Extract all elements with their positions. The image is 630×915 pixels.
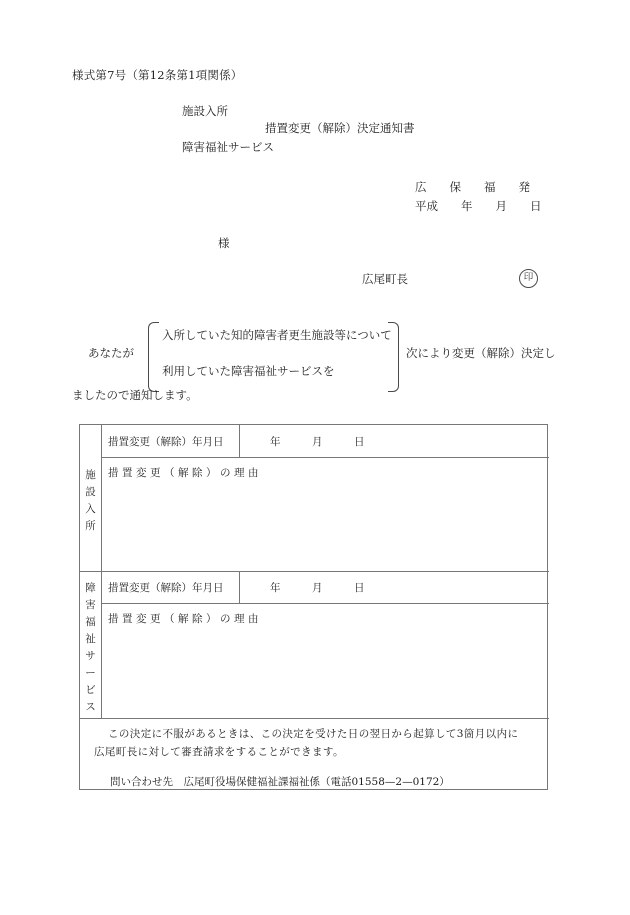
document-number-field: 広 保 福 発 — [415, 180, 530, 194]
vlabel-char: 障 — [85, 582, 96, 594]
brace-left-icon — [148, 322, 159, 392]
vlabel-char: 施 — [85, 469, 96, 481]
table-rule-block2-header — [101, 603, 549, 604]
statement-tail: 次により変更（解除）決定し — [406, 346, 556, 360]
statement-lead: あなたが — [88, 346, 134, 360]
table-vertical-label-welfare-service — [80, 580, 101, 716]
title-line-service-type-1: 施設入所 — [182, 104, 228, 118]
appeal-note-line1: この決定に不服があるときは、この決定を受けた日の翌日から起算して3箇月以内に — [108, 728, 519, 740]
official-seal-icon: 印 — [519, 269, 538, 288]
statement-option-service: 利用していた障害福祉サービスを — [162, 364, 335, 378]
document-date-field: 平成 年 月 日 — [415, 199, 542, 213]
vlabel-char: 祉 — [85, 633, 96, 645]
vlabel-char: ビ — [85, 684, 96, 696]
addressee-honorific: 様 — [218, 236, 230, 250]
contact-info: 問い合わせ先 広尾町役場保健福祉課福祉係（電話01558—2—0172） — [110, 776, 450, 788]
vlabel-char: ー — [85, 667, 96, 679]
vlabel-char: 所 — [85, 520, 96, 532]
form-number: 様式第7号（第12条第1項関係） — [72, 68, 243, 82]
vlabel-char: サ — [85, 650, 96, 662]
table-divider-label-block2 — [101, 571, 102, 718]
title-line-service-type-2: 障害福祉サービス — [182, 140, 274, 154]
body-statement — [88, 320, 558, 392]
block2-reason-label: 措置変更（解除）の理由 — [108, 613, 262, 625]
document-title: 措置変更（解除）決定通知書 — [265, 121, 415, 135]
table-rule-block1-header — [101, 457, 549, 458]
table-vertical-label-facility — [80, 467, 101, 535]
statement-option-facility: 入所していた知的障害者更生施設等について — [162, 328, 392, 342]
vlabel-char: 害 — [85, 599, 96, 611]
statement-closing: ましたので通知します。 — [72, 388, 198, 402]
table-divider-label-block1 — [101, 425, 102, 571]
block1-date-value[interactable]: 年 月 日 — [270, 436, 365, 448]
block2-date-value[interactable]: 年 月 日 — [270, 582, 365, 594]
table-divider-date-block1 — [239, 425, 240, 457]
table-divider-date-block2 — [239, 571, 240, 603]
appeal-note-block — [80, 718, 549, 790]
brace-right-icon — [388, 322, 399, 392]
issuer-name: 広尾町長 — [362, 272, 408, 286]
appeal-note-line2: 広尾町長に対して審査請求をすることができます。 — [94, 746, 344, 758]
block2-date-label: 措置変更（解除）年月日 — [108, 582, 224, 594]
decision-table — [79, 424, 548, 790]
vlabel-char: ス — [85, 701, 96, 713]
vlabel-char: 入 — [85, 503, 96, 515]
vlabel-char: 設 — [85, 486, 96, 498]
block1-date-label: 措置変更（解除）年月日 — [108, 436, 224, 448]
table-rule-block1-bottom — [80, 571, 549, 572]
block1-reason-label: 措置変更（解除）の理由 — [108, 467, 262, 479]
vlabel-char: 福 — [85, 616, 96, 628]
